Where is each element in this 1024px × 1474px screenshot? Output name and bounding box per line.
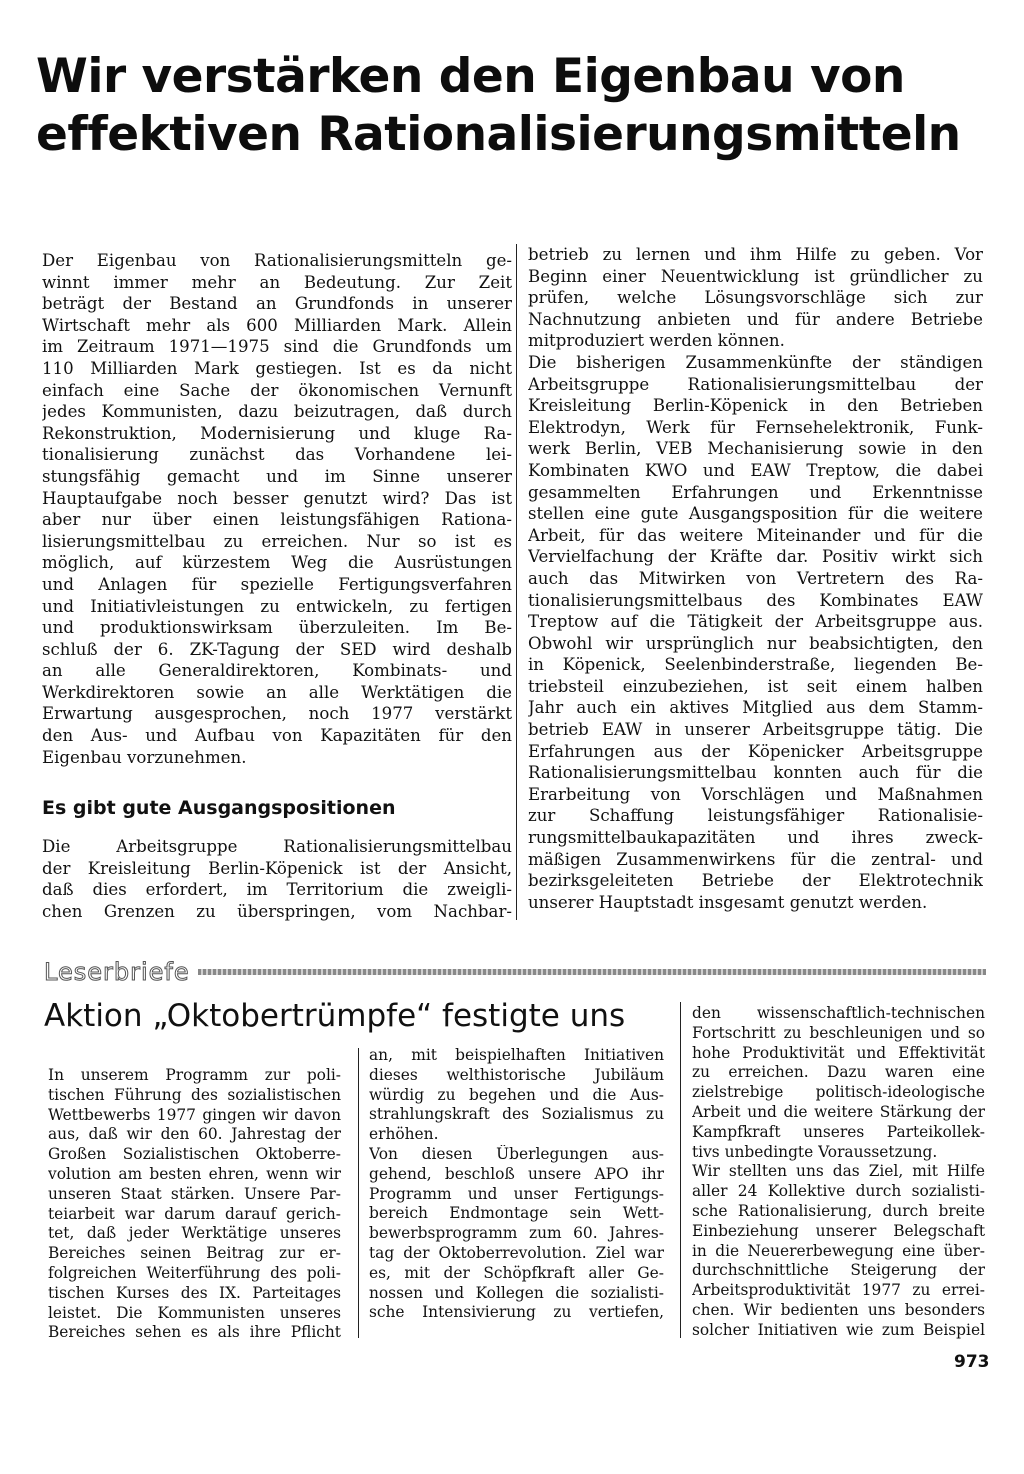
text-line: Von diesen Überlegungen aus- — [369, 1144, 664, 1163]
text-line: sche Intensivierung zu vertiefen, — [369, 1303, 664, 1322]
section-label: Leserbriefe — [44, 958, 190, 986]
text-line: Bereiches sehen es als ihre Pflicht — [48, 1323, 341, 1342]
text-line: in Köpenick, Seelenbinderstraße, liegenden Be- — [528, 655, 983, 675]
text-line: beträgt der Bestand an Grundfonds in unserer — [42, 294, 512, 314]
text-line: und Anlagen für spezielle Fertigungsverfahren — [42, 574, 512, 594]
title-line: effektiven Rationalisierungsmitteln — [36, 107, 961, 162]
column-divider — [680, 1002, 681, 1338]
text-line: Arbeit und die weitere Stärkung der — [692, 1102, 985, 1121]
text-line: Arbeitsproduktivität 1977 zu errei- — [692, 1281, 985, 1300]
text-line: leistet. Die Kommunisten unseres — [48, 1303, 341, 1322]
text-line: zu erreichen. Dazu waren eine — [692, 1063, 985, 1082]
text-line: betrieb zu lernen und ihm Hilfe zu geben. Vor — [528, 245, 983, 264]
text-line: Erfahrungen aus der Köpenicker Arbeitsgruppe — [528, 741, 983, 761]
text-line: es, mit der Schöpfkraft aller Ge- — [369, 1263, 664, 1282]
text-line: und Initiativleistungen zu entwickeln, zu fertigen — [42, 596, 512, 616]
text-line: Jahr auch ein aktives Mitglied aus dem Stamm- — [528, 698, 983, 718]
text-line: nossen und Kollegen die sozialisti- — [369, 1283, 664, 1302]
text-line: mitproduziert werden können. — [528, 331, 785, 351]
text-line: aus, daß wir den 60. Jahrestag der — [48, 1125, 341, 1144]
text-line: auch das Mitwirken von Vertretern des Ra- — [528, 568, 983, 588]
text-line: einfach eine Sache der ökonomischen Vernunft — [42, 380, 512, 400]
text-line: Wirtschaft mehr als 600 Milliarden Mark. Allein — [42, 315, 512, 335]
text-line: mäßigen Zusammenwirkens für die zentral- und — [528, 849, 983, 869]
text-line: Der Eigenbau von Rationalisierungsmitteln ge- — [42, 251, 512, 270]
text-line: Erwartung ausgesprochen, noch 1977 verstärkt — [42, 704, 512, 724]
column-divider — [516, 244, 517, 920]
text-line: Die bisherigen Zusammenkünfte der ständigen — [528, 352, 983, 372]
text-line: zielstrebige politisch-ideologische — [692, 1083, 985, 1102]
text-line: Erarbeitung von Vorschlägen und Maßnahmen — [528, 784, 983, 804]
text-line: Fortschritt zu beschleunigen und so — [692, 1023, 985, 1042]
text-line: jedes Kommunisten, dazu beizutragen, daß durch — [42, 402, 512, 422]
text-line: würdig zu begehen und die Aus- — [369, 1085, 664, 1104]
text-line: stungsfähig gemacht und im Sinne unserer — [42, 466, 512, 486]
text-line: Wir stellten uns das Ziel, mit Hilfe — [692, 1162, 985, 1181]
page-number: 973 — [954, 1352, 990, 1372]
text-line: tionalisierungsmittelbaus des Kombinates EAW — [528, 590, 983, 610]
text-line: Obwohl wir ursprünglich nur beabsichtigten, den — [528, 633, 983, 653]
text-line: schluß der 6. ZK-Tagung der SED wird deshalb — [42, 639, 512, 659]
text-line: Treptow auf die Tätigkeit der Arbeitsgruppe aus. — [528, 612, 983, 632]
text-line: Programm und unser Fertigungs- — [369, 1184, 664, 1203]
text-line: Kampfkraft unseres Parteikollek- — [692, 1122, 985, 1141]
text-line: Nachnutzung anbieten und für andere Betriebe — [528, 309, 983, 329]
article-title — [36, 48, 996, 164]
text-line: 110 Milliarden Mark gestiegen. Ist es da nicht — [42, 358, 512, 378]
text-line: im Zeitraum 1971—1975 sind die Grundfonds um — [42, 337, 512, 357]
text-line: bezirksgeleiteten Betriebe der Elektrotechnik — [528, 871, 983, 891]
text-line: winnt immer mehr an Bedeutung. Zur Zeit — [42, 272, 512, 292]
title-line: Wir verstärken den Eigenbau von — [36, 49, 905, 104]
text-line: hohe Produktivität und Effektivität — [692, 1043, 985, 1062]
text-line: unserer Hauptstadt insgesamt genutzt werden. — [528, 892, 928, 912]
text-line: Arbeitsgruppe Rationalisierungsmittelbau der — [528, 374, 983, 394]
text-line: Wettbewerbs 1977 gingen wir davon — [48, 1105, 341, 1124]
article2-column2 — [369, 1046, 664, 1323]
text-line: möglich, auf kürzestem Weg die Ausrüstungen — [42, 553, 512, 573]
text-line: triebsteil einzubeziehen, ist seit einem halben — [528, 676, 983, 696]
column-divider — [358, 1048, 359, 1338]
article1-column1-continued — [42, 836, 512, 922]
text-line: Vervielfachung der Kräfte dar. Positiv wirkt sich — [528, 547, 983, 567]
text-line: unseren Staat stärken. Unsere Par- — [48, 1184, 341, 1203]
article1-column2 — [528, 244, 983, 913]
text-line: tionalisierung zunächst das Vorhandene lei- — [42, 445, 512, 465]
text-line: und produktionswirksam überzuleiten. Im Be- — [42, 618, 512, 638]
section-rule — [198, 969, 986, 975]
text-line: tet, daß jeder Werktätige unseres — [48, 1224, 341, 1243]
text-line: den wissenschaftlich-technischen — [692, 1004, 985, 1022]
text-line: in die Neuererbewegung eine über- — [692, 1241, 985, 1260]
text-line: rungsmittelbaukapazitäten und ihres zweck- — [528, 828, 983, 848]
text-line: aber nur über einen leistungsfähigen Rationa- — [42, 510, 512, 530]
text-line: an alle Generaldirektoren, Kombinats- und — [42, 661, 512, 681]
article2-heading: Aktion „Oktobertrümpfe“ festigte uns — [44, 998, 626, 1034]
article2-column1 — [48, 1066, 341, 1343]
text-line: Werkdirektoren sowie an alle Werktätigen die — [42, 682, 512, 702]
text-line: Bereiches seinen Beitrag zur er- — [48, 1244, 341, 1263]
text-line: prüfen, welche Lösungsvorschläge sich zur — [528, 288, 983, 308]
text-line: folgreichen Weiterführung des poli- — [48, 1263, 341, 1282]
text-line: strahlungskraft des Sozialismus zu — [369, 1105, 664, 1124]
text-line: durchschnittliche Steigerung der — [692, 1261, 985, 1280]
text-line: bewerbsprogramm zum 60. Jahres- — [369, 1224, 664, 1243]
text-line: Kreisleitung Berlin-Köpenick in den Betrieben — [528, 396, 983, 416]
text-line: den Aus- und Aufbau von Kapazitäten für den — [42, 726, 512, 746]
text-line: gehend, beschloß unsere APO ihr — [369, 1164, 664, 1183]
text-line: daß dies erfordert, im Territorium die zweigli- — [42, 880, 512, 900]
text-line: betrieb EAW in unserer Arbeitsgruppe tätig. Die — [528, 720, 983, 740]
subheading: Es gibt gute Ausgangspositionen — [42, 797, 396, 819]
text-line: teiarbeit war darum darauf gerich- — [48, 1204, 341, 1223]
text-line: tischen Kurses des IX. Parteitages — [48, 1283, 341, 1302]
text-line: stellen eine gute Ausgangsposition für die weitere — [528, 504, 983, 524]
text-line: dieses welthistorische Jubiläum — [369, 1065, 664, 1084]
text-line: lisierungsmittelbau zu erreichen. Nur so ist es — [42, 531, 512, 551]
text-line: gesammelten Erfahrungen und Erkenntnisse — [528, 482, 983, 502]
text-line: Rekonstruktion, Modernisierung und kluge Ra- — [42, 423, 512, 443]
text-line: Die Arbeitsgruppe Rationalisierungsmittelbau — [42, 837, 512, 856]
text-line: bereich Endmontage sein Wett- — [369, 1204, 664, 1223]
text-line: Rationalisierungsmittelbau konnten auch für die — [528, 763, 983, 783]
text-line: volution am besten ehren, wenn wir — [48, 1164, 341, 1183]
text-line: sche Rationalisierung, durch breite — [692, 1201, 985, 1220]
text-line: Einbeziehung unserer Belegschaft — [692, 1221, 985, 1240]
text-line: an, mit beispielhaften Initiativen — [369, 1046, 664, 1064]
text-line: Großen Sozialistischen Oktoberre- — [48, 1145, 341, 1164]
text-line: Elektrodyn, Werk für Fernsehelektronik, Funk- — [528, 417, 983, 437]
text-line: In unserem Programm zur poli- — [48, 1066, 341, 1084]
text-line: aller 24 Kollektive durch sozialisti- — [692, 1182, 985, 1201]
text-line: Beginn einer Neuentwicklung ist gründlicher zu — [528, 266, 983, 286]
text-line: solcher Initiativen wie zum Beispiel — [692, 1320, 985, 1339]
text-line: Hauptaufgabe noch besser genutzt wird? Das ist — [42, 488, 512, 508]
text-line: der Kreisleitung Berlin-Köpenick ist der Ansicht, — [42, 858, 512, 878]
text-line: Eigenbau vorzunehmen. — [42, 747, 247, 767]
text-line: tivs unbedingte Voraussetzung. — [692, 1142, 938, 1161]
text-line: werk Berlin, VEB Mechanisierung sowie in den — [528, 439, 983, 459]
article2-column3 — [692, 1004, 985, 1341]
article1-column1 — [42, 250, 512, 768]
text-line: erhöhen. — [369, 1125, 439, 1144]
text-line: Arbeit, für das weitere Miteinander und für die — [528, 525, 983, 545]
text-line: chen. Wir bedienten uns besonders — [692, 1300, 985, 1319]
text-line: chen Grenzen zu überspringen, vom Nachbar- — [42, 901, 512, 921]
text-line: tag der Oktoberrevolution. Ziel war — [369, 1243, 664, 1262]
text-line: zur Schaffung leistungsfähiger Rationalisie- — [528, 806, 983, 826]
text-line: tischen Führung des sozialistischen — [48, 1085, 341, 1104]
text-line: Kombinaten KWO und EAW Treptow, die dabei — [528, 460, 983, 480]
